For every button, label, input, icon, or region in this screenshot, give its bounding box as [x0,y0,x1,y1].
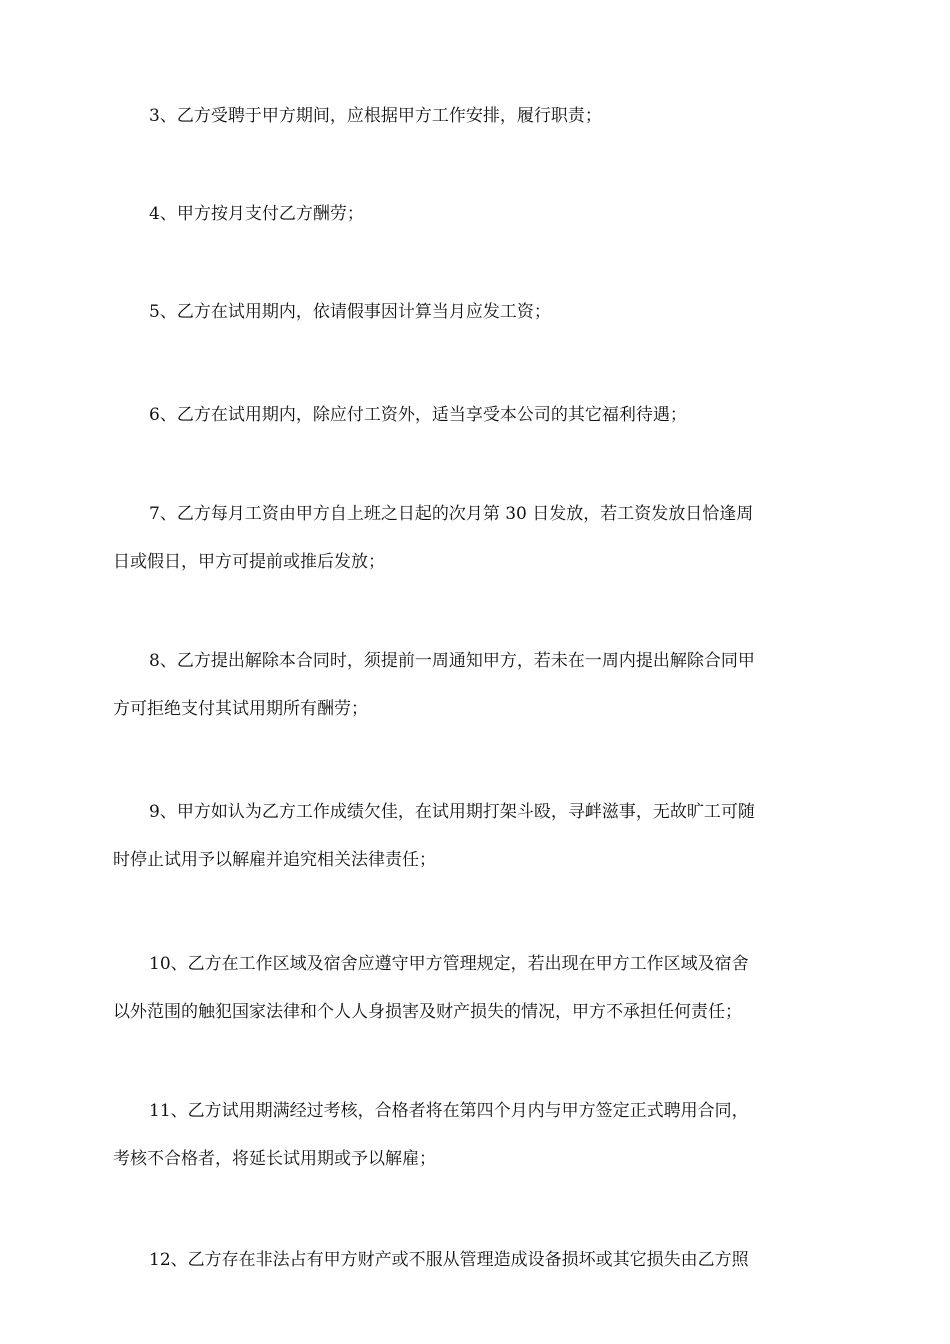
clause-line: 10、乙方在工作区域及宿舍应遵守甲方管理规定，若出现在甲方工作区域及宿舍 [149,954,749,974]
clause-line: 5、乙方在试用期内，依请假事因计算当月应发工资； [149,302,551,322]
clause-line: 6、乙方在试用期内，除应付工资外，适当享受本公司的其它福利待遇； [149,405,687,425]
clause-7 [113,490,853,586]
clause-line: 时停止试用予以解雇并追究相关法律责任； [113,850,436,870]
clause-6 [113,391,853,439]
clause-line: 方可拒绝支付其试用期所有酬劳； [113,699,368,719]
clause-11 [113,1087,853,1183]
clause-line: 考核不合格者，将延长试用期或予以解雇； [113,1149,436,1169]
clause-line: 9、甲方如认为乙方工作成绩欠佳，在试用期打架斗殴，寻衅滋事，无故旷工可随 [149,802,755,822]
clause-4 [113,190,853,238]
clause-line: 8、乙方提出解除本合同时，须提前一周通知甲方，若未在一周内提出解除合同甲 [149,651,755,671]
clause-8 [113,637,853,733]
clause-10 [113,940,853,1036]
clause-line: 4、甲方按月支付乙方酬劳； [149,204,364,224]
clause-12 [113,1236,853,1284]
clause-line: 12、乙方存在非法占有甲方财产或不服从管理造成设备损坏或其它损失由乙方照 [149,1250,749,1270]
clause-line: 以外范围的触犯国家法律和个人人身损害及财产损失的情况，甲方不承担任何责任； [113,1002,742,1022]
clause-9 [113,788,853,884]
clause-line: 7、乙方每月工资由甲方自上班之日起的次月第 30 日发放，若工资发放日恰逢周 [149,504,754,524]
clause-5 [113,288,853,336]
clause-line: 11、乙方试用期满经过考核，合格者将在第四个月内与甲方签定正式聘用合同， [149,1101,749,1121]
clause-line: 3、乙方受聘于甲方期间，应根据甲方工作安排，履行职责； [149,106,602,126]
clause-3 [113,92,853,140]
clause-line: 日或假日，甲方可提前或推后发放； [113,552,385,572]
